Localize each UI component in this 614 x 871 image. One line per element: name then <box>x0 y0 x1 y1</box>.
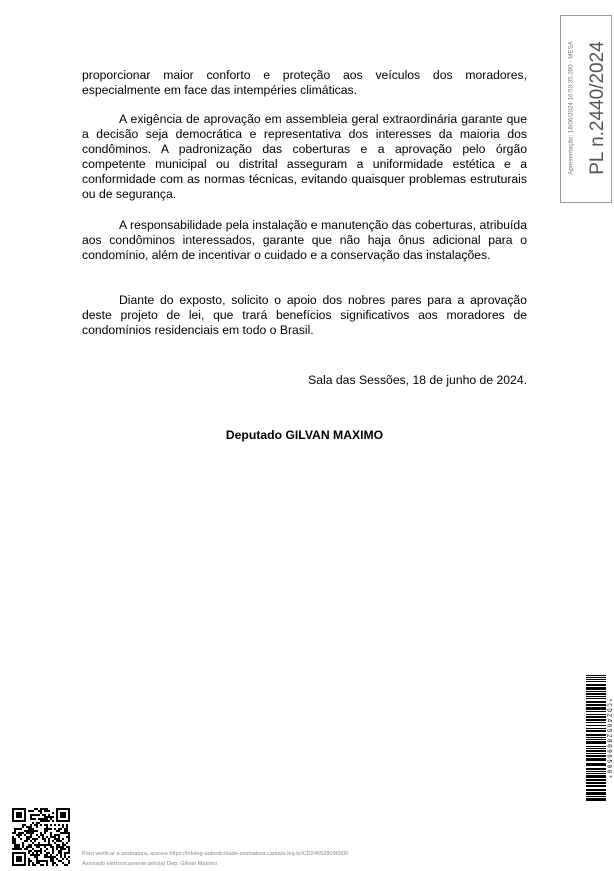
signature: Deputado GILVAN MAXIMO <box>225 428 384 442</box>
qr-code-icon <box>12 808 70 866</box>
paragraph-3: A responsabilidade pela instalação e manutenção das coberturas, atribuída aos condôminos interessados, garante que não haja ônus adicional para o condomínio, além de incentivar o cuidado e a conservação das instalações. <box>82 218 527 262</box>
paragraph-4: Diante do exposto, solicito o apoio dos nobres pares para a aprovação deste projeto de lei, que trará benefícios significativos aos moradores de condomínios residenciais em todo o Brasil. <box>82 293 527 337</box>
closing-line: Sala das Sessões, 18 de junho de 2024. <box>308 373 527 387</box>
signed-by-text: Assinado eletronicamente pelo(a) Dep. Gilvan Maximo <box>82 861 218 867</box>
barcode-code: *CD246528096500* <box>605 698 613 780</box>
paragraph-1: proporcionar maior conforto e proteção aos veículos dos moradores, especialmente em face das intempéries climáticas. <box>82 68 527 97</box>
pl-number: PL n.2440/2024 <box>587 41 608 175</box>
barcode-icon <box>586 675 606 803</box>
verify-signature-text: Para verificar a assinatura, acesse https://infoleg-autenticidade-assinatura.camara.leg.br/CD246528096500 <box>82 851 349 857</box>
paragraph-2: A exigência de aprovação em assembleia geral extraordinária garante que a decisão seja democrática e representativa dos interesses da maioria dos condôminos. A padronização das coberturas e a aprovação pelo órgão competente municipal ou distrital asseguram a uniformidade estética e a conformidade com as normas técnicas, evitando quaisquer problemas estruturais ou de segurança. <box>82 112 527 201</box>
presentation-timestamp: Apresentação: 18/06/2024 16:50:35.390 - MESA <box>567 41 575 175</box>
